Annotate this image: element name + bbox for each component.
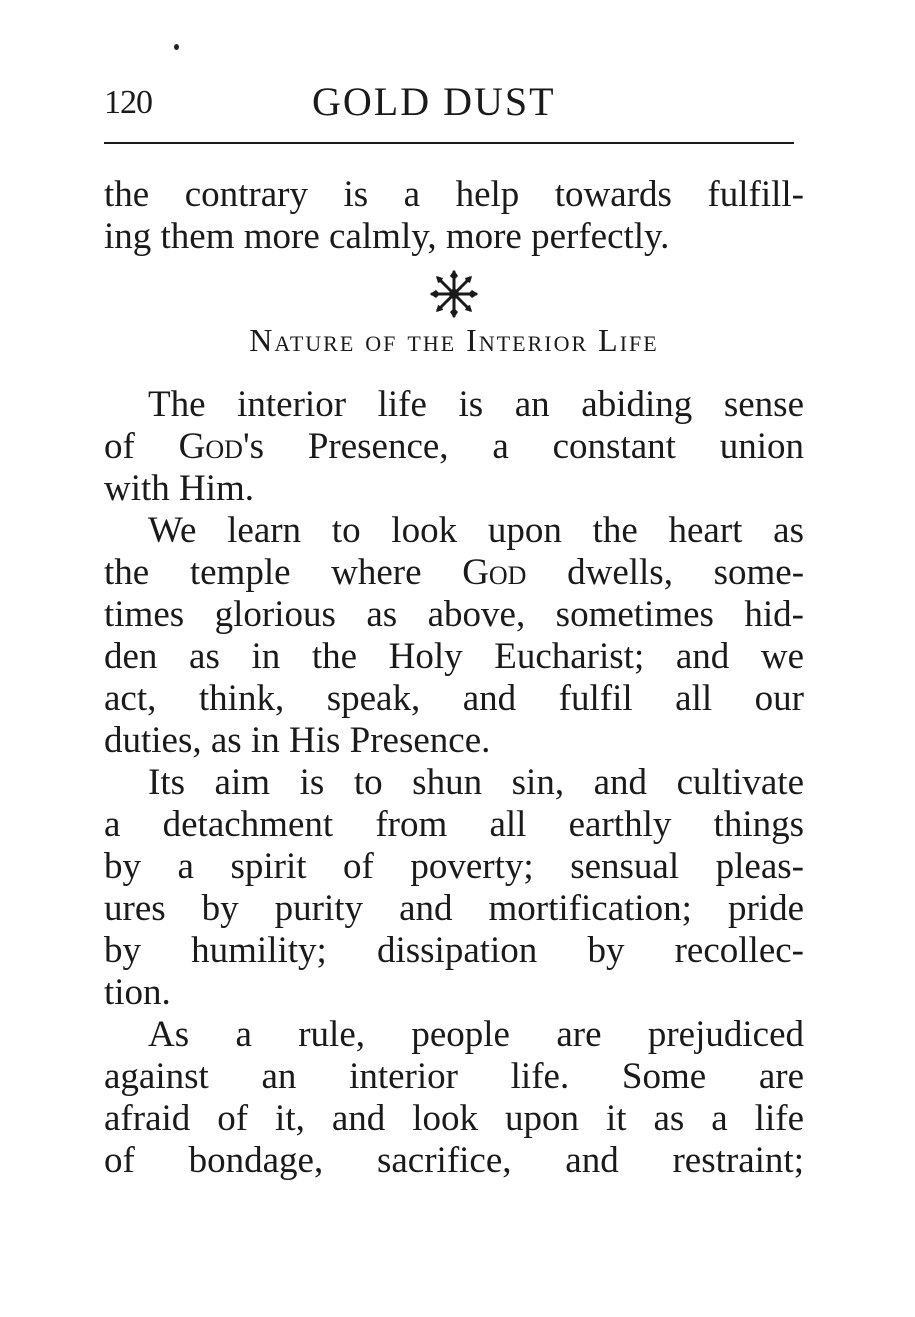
text-line: the contrary is a help towards fulfill- [104, 174, 804, 215]
text-line: against an interior life. Some are [104, 1056, 804, 1097]
header-rule [104, 142, 794, 144]
text-line: with Him. [104, 468, 255, 509]
text-segment: the temple where [104, 552, 422, 593]
text-line: ures by purity and mortification; pride [104, 888, 804, 929]
text-line: As a rule, people are prejudiced [148, 1014, 804, 1055]
text-segment: of [104, 426, 135, 467]
text-line: by a spirit of poverty; sensual pleas- [104, 846, 804, 887]
text-segment: dwells, some- [567, 552, 805, 593]
text-line: of bondage, sacrifice, and restraint; [104, 1140, 804, 1181]
text-line: times glorious as above, sometimes hid- [104, 594, 804, 635]
page-header [104, 70, 794, 130]
text-line: tion. [104, 972, 171, 1013]
page-number: 120 [104, 84, 152, 121]
text-line: act, think, speak, and fulfil all our [104, 678, 804, 719]
text-segment: 's Presence, a constant union [242, 426, 805, 467]
divine-name: God [462, 552, 527, 593]
text-line: duties, as in His Presence. [104, 720, 491, 761]
text-line: a detachment from all earthly things [104, 804, 804, 845]
text-line: The interior life is an abiding sense [148, 384, 804, 425]
text-line: den as in the Holy Eucharist; and we [104, 636, 804, 677]
running-title: GOLD DUST [312, 79, 556, 124]
text-line [104, 552, 804, 594]
text-line: afraid of it, and look upon it as a life [104, 1098, 804, 1139]
text-line: We learn to look upon the heart as [148, 510, 804, 551]
divine-name: God [178, 426, 243, 467]
ink-speck [174, 44, 179, 50]
text-line [104, 426, 804, 468]
text-line: by humility; dissipation by recollec- [104, 930, 804, 971]
text-line: Its aim is to shun sin, and cultivate [148, 762, 804, 803]
text-line: ing them more calmly, more perfectly. [104, 216, 670, 257]
snowflake-ornament-icon [428, 268, 480, 320]
section-heading: Nature of the Interior Life [249, 322, 659, 358]
